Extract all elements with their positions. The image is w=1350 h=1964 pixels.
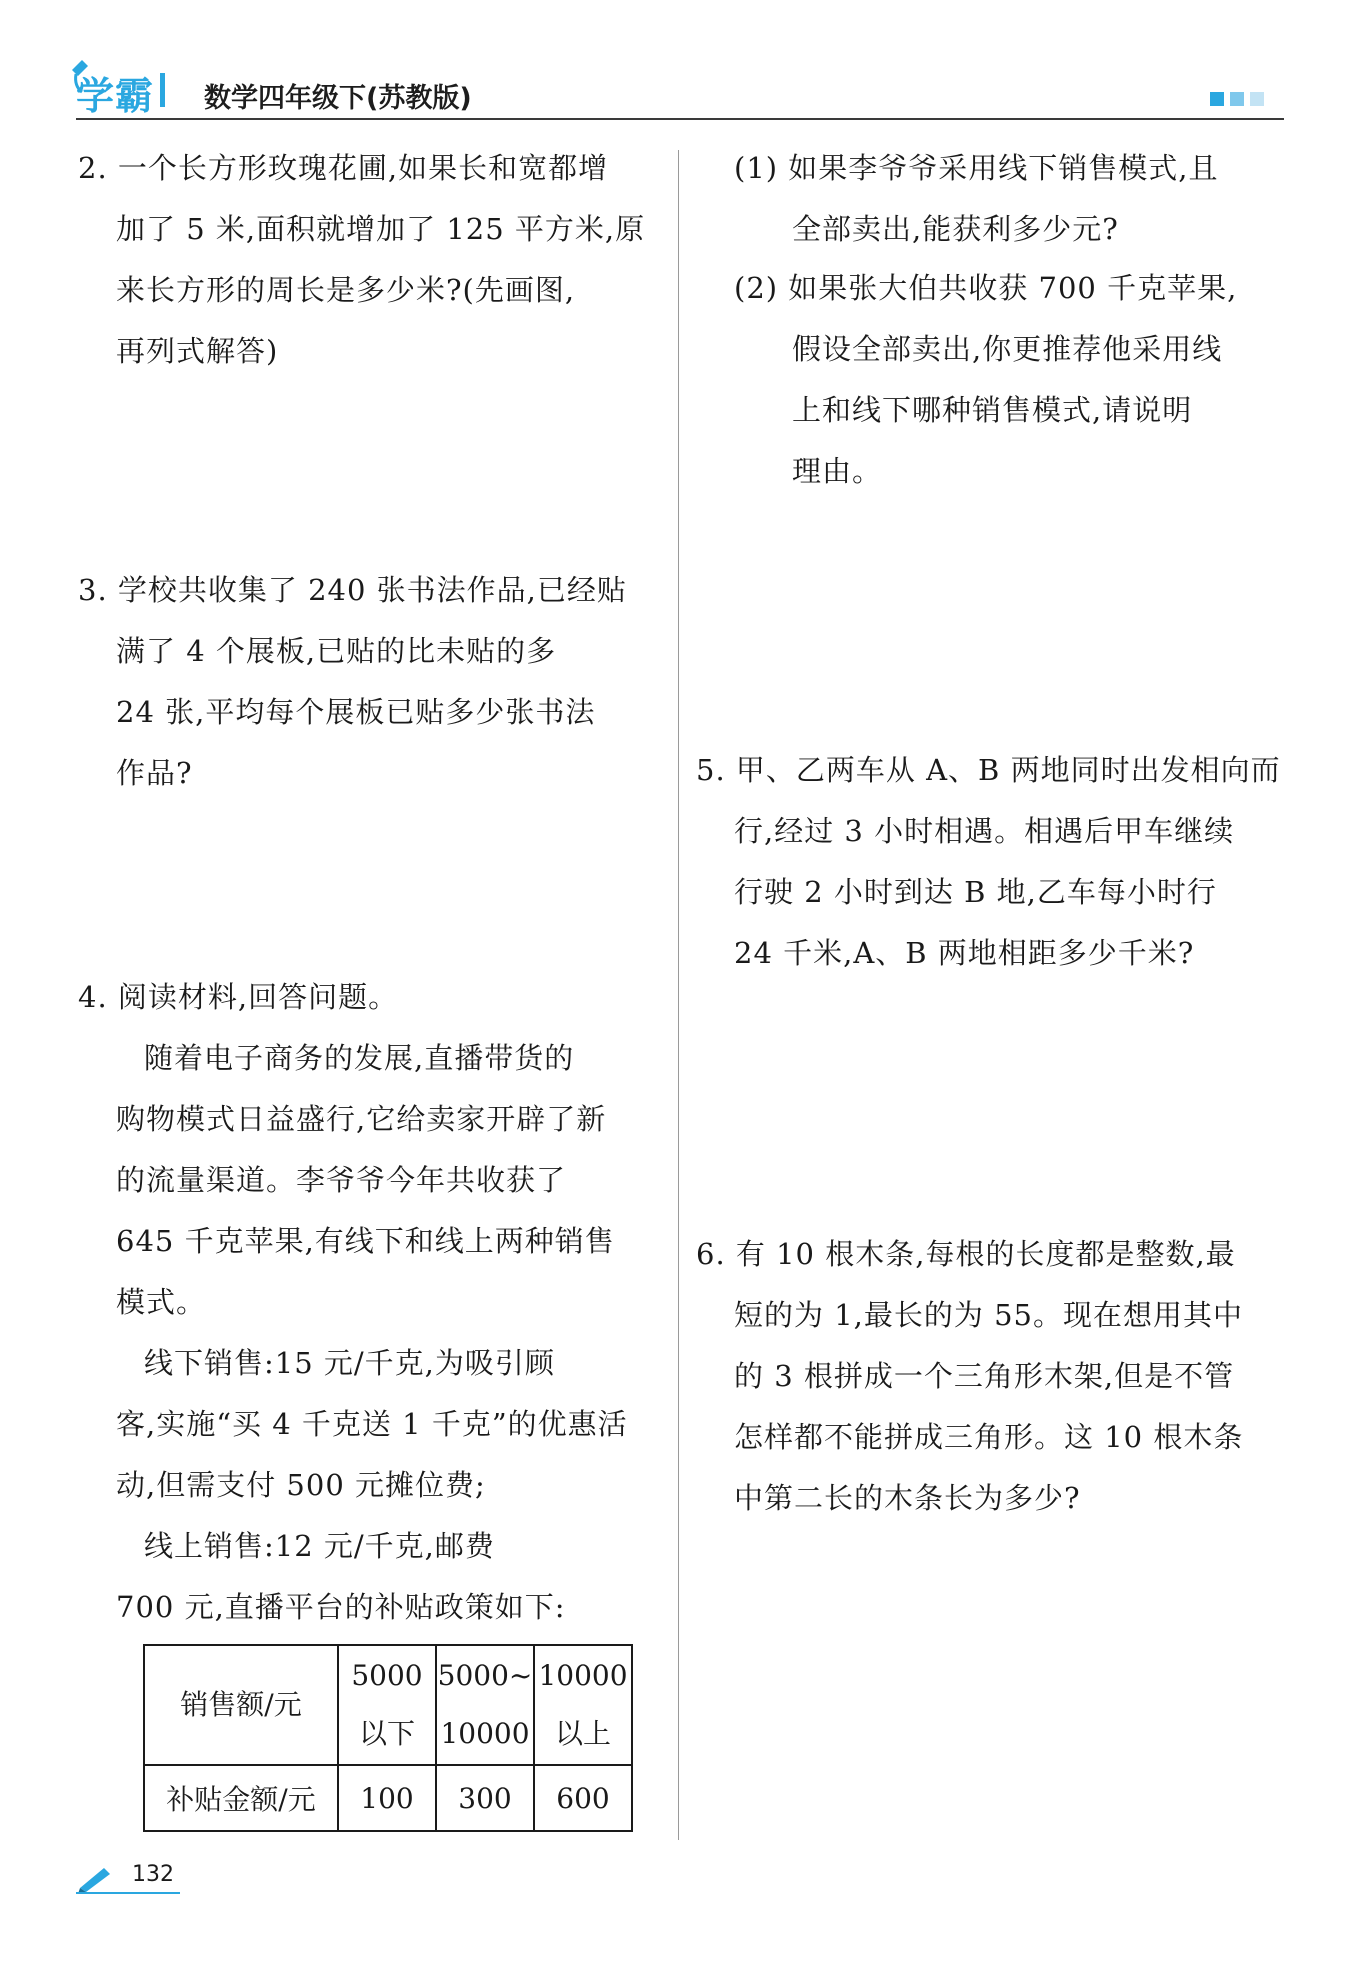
table-cell <box>338 1645 436 1765</box>
q4-para-line: 700 元,直播平台的补贴政策如下: <box>116 1590 566 1624</box>
q3-line: 3. 学校共收集了 240 张书法作品,已经贴 <box>78 573 627 607</box>
q4-sub2-line: 理由。 <box>792 454 883 488</box>
q4-sub1-line: 全部卖出,能获利多少元? <box>792 212 1119 246</box>
decor-square <box>1210 92 1224 106</box>
q3-line: 作品? <box>116 756 193 790</box>
q4-para-line: 随着电子商务的发展,直播带货的 <box>144 1041 575 1075</box>
table-row <box>144 1645 632 1765</box>
question-2 <box>78 138 645 382</box>
table-row <box>144 1765 632 1831</box>
question-4-part-1 <box>734 138 1219 260</box>
q4-sub1-line: (1) 如果李爷爷采用线下销售模式,且 <box>734 151 1219 185</box>
q6-line: 中第二长的木条长为多少? <box>734 1481 1081 1515</box>
q4-para-line: 模式。 <box>116 1285 207 1319</box>
q3-line: 满了 4 个展板,已贴的比未贴的多 <box>116 634 557 668</box>
q4-sub2-line: (2) 如果张大伯共收获 700 千克苹果, <box>734 271 1238 305</box>
table-cell-text: 以下 <box>358 1717 415 1750</box>
q4-para-line: 客,实施“买 4 千克送 1 千克”的优惠活 <box>116 1407 628 1441</box>
q4-sub2-line: 上和线下哪种销售模式,请说明 <box>792 393 1193 427</box>
table-cell <box>436 1645 534 1765</box>
q5-line: 5. 甲、乙两车从 A、B 两地同时出发相向而 <box>696 753 1281 787</box>
table-header-cell: 销售额/元 <box>144 1645 338 1765</box>
table-cell: 100 <box>338 1765 436 1831</box>
q6-line: 的 3 根拼成一个三角形木架,但是不管 <box>734 1359 1235 1393</box>
decor-square <box>1230 92 1244 106</box>
q4-sub2-line: 假设全部卖出,你更推荐他采用线 <box>792 332 1223 366</box>
logo-text: 学霸 <box>76 73 155 118</box>
q3-line: 24 张,平均每个展板已贴多少张书法 <box>116 695 596 729</box>
table-cell-text: 5000~ <box>437 1659 533 1692</box>
table-cell: 300 <box>436 1765 534 1831</box>
q2-line: 2. 一个长方形玫瑰花圃,如果长和宽都增 <box>78 151 609 185</box>
page-number: 132 <box>132 1862 174 1887</box>
q4-para-line: 645 千克苹果,有线下和线上两种销售 <box>116 1224 615 1258</box>
q4-para-line: 的流量渠道。李爷爷今年共收获了 <box>116 1163 567 1197</box>
q4-title: 4. 阅读材料,回答问题。 <box>78 980 399 1014</box>
q5-line: 24 千米,A、B 两地相距多少千米? <box>734 936 1195 970</box>
footer-rule <box>76 1892 180 1894</box>
logo-divider <box>160 73 165 107</box>
table-cell-text: 10000 <box>538 1659 628 1692</box>
table-cell-text: 10000 <box>440 1717 530 1750</box>
q5-line: 行,经过 3 小时相遇。相遇后甲车继续 <box>734 814 1235 848</box>
question-4 <box>78 967 628 1638</box>
q2-line: 再列式解答) <box>116 334 279 368</box>
page-header <box>76 62 1284 122</box>
subsidy-table <box>143 1644 633 1832</box>
q2-line: 加了 5 米,面积就增加了 125 平方米,原 <box>116 212 646 246</box>
q6-line: 怎样都不能拼成三角形。这 10 根木条 <box>734 1420 1244 1454</box>
question-3 <box>78 560 627 804</box>
q2-line: 来长方形的周长是多少米?(先画图, <box>116 273 576 307</box>
question-4-part-2 <box>734 258 1237 502</box>
logo <box>76 62 165 118</box>
table-cell <box>534 1645 632 1765</box>
q6-line: 短的为 1,最长的为 55。现在想用其中 <box>734 1298 1244 1332</box>
book-title: 数学四年级下(苏教版) <box>204 83 472 114</box>
q5-line: 行驶 2 小时到达 B 地,乙车每小时行 <box>734 875 1217 909</box>
question-5 <box>696 740 1281 984</box>
header-rule <box>76 118 1284 120</box>
table-cell: 600 <box>534 1765 632 1831</box>
header-decoration <box>1210 92 1264 106</box>
column-divider <box>678 150 679 1840</box>
q4-para-line: 线上销售:12 元/千克,邮费 <box>144 1529 495 1563</box>
decor-square <box>1250 92 1264 106</box>
table-cell-text: 5000 <box>351 1659 423 1692</box>
table-cell-text: 以上 <box>554 1717 611 1750</box>
q4-para-line: 线下销售:15 元/千克,为吸引顾 <box>144 1346 555 1380</box>
q6-line: 6. 有 10 根木条,每根的长度都是整数,最 <box>696 1237 1236 1271</box>
question-6 <box>696 1224 1243 1529</box>
q4-para-line: 购物模式日益盛行,它给卖家开辟了新 <box>116 1102 607 1136</box>
table-header-cell: 补贴金额/元 <box>144 1765 338 1831</box>
q4-para-line: 动,但需支付 500 元摊位费; <box>116 1468 486 1502</box>
pencil-icon <box>76 1864 116 1894</box>
